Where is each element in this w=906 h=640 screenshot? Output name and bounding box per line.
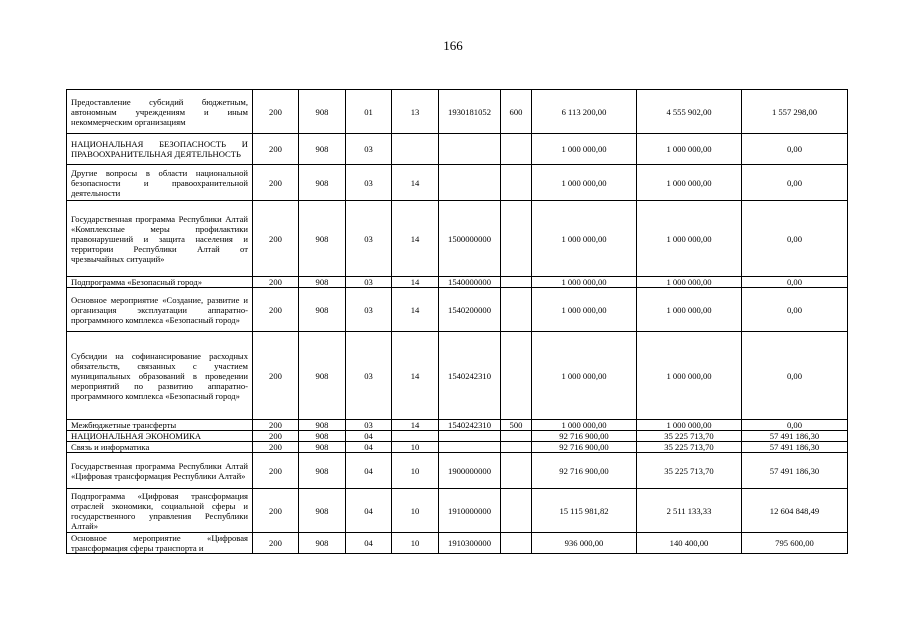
code-dept-cell: 908 xyxy=(299,453,346,489)
code-type-cell xyxy=(501,165,532,201)
code-ministry-cell: 200 xyxy=(253,288,299,332)
code-section-cell: 04 xyxy=(346,533,392,554)
item-name-cell: Подпрограмма «Цифровая трансформация отраслей экономики, социальной сферы и государственного управления Республики Алтай» xyxy=(67,489,253,533)
code-section-cell: 04 xyxy=(346,431,392,442)
amount-federal-cell: 1 000 000,00 xyxy=(637,277,742,288)
code-subsection-cell: 14 xyxy=(392,288,439,332)
code-dept-cell: 908 xyxy=(299,332,346,420)
item-name-cell: НАЦИОНАЛЬНАЯ ЭКОНОМИКА xyxy=(67,431,253,442)
code-type-cell xyxy=(501,442,532,453)
code-section-cell: 03 xyxy=(346,288,392,332)
code-target-cell xyxy=(439,134,501,165)
code-ministry-cell: 200 xyxy=(253,332,299,420)
amount-federal-cell: 1 000 000,00 xyxy=(637,288,742,332)
amount-regional-cell: 0,00 xyxy=(742,134,848,165)
code-section-cell: 01 xyxy=(346,90,392,134)
amount-total-cell: 6 113 200,00 xyxy=(532,90,637,134)
code-dept-cell: 908 xyxy=(299,288,346,332)
code-subsection-cell: 14 xyxy=(392,165,439,201)
code-subsection-cell: 14 xyxy=(392,201,439,277)
code-ministry-cell: 200 xyxy=(253,90,299,134)
code-target-cell: 1540242310 xyxy=(439,420,501,431)
code-dept-cell: 908 xyxy=(299,90,346,134)
item-name-cell: НАЦИОНАЛЬНАЯ БЕЗОПАСНОСТЬ И ПРАВООХРАНИТЕЛЬНАЯ ДЕЯТЕЛЬНОСТЬ xyxy=(67,134,253,165)
code-target-cell xyxy=(439,431,501,442)
code-subsection-cell: 10 xyxy=(392,489,439,533)
amount-regional-cell: 795 600,00 xyxy=(742,533,848,554)
amount-regional-cell: 0,00 xyxy=(742,332,848,420)
code-section-cell: 03 xyxy=(346,332,392,420)
code-type-cell xyxy=(501,201,532,277)
amount-federal-cell: 35 225 713,70 xyxy=(637,431,742,442)
code-type-cell xyxy=(501,533,532,554)
code-ministry-cell: 200 xyxy=(253,201,299,277)
table-row xyxy=(67,165,848,201)
code-dept-cell: 908 xyxy=(299,489,346,533)
table-row xyxy=(67,420,848,431)
amount-regional-cell: 57 491 186,30 xyxy=(742,431,848,442)
code-dept-cell: 908 xyxy=(299,277,346,288)
table-row xyxy=(67,90,848,134)
item-name-cell: Связь и информатика xyxy=(67,442,253,453)
table-row xyxy=(67,288,848,332)
code-dept-cell: 908 xyxy=(299,420,346,431)
amount-total-cell: 1 000 000,00 xyxy=(532,201,637,277)
amount-total-cell: 92 716 900,00 xyxy=(532,431,637,442)
code-type-cell xyxy=(501,332,532,420)
code-subsection-cell: 14 xyxy=(392,420,439,431)
code-subsection-cell: 10 xyxy=(392,442,439,453)
item-name-cell: Подпрограмма «Безопасный город» xyxy=(67,277,253,288)
amount-federal-cell: 35 225 713,70 xyxy=(637,442,742,453)
code-dept-cell: 908 xyxy=(299,165,346,201)
code-type-cell xyxy=(501,277,532,288)
code-ministry-cell: 200 xyxy=(253,165,299,201)
amount-regional-cell: 57 491 186,30 xyxy=(742,442,848,453)
table-row xyxy=(67,533,848,554)
code-dept-cell: 908 xyxy=(299,201,346,277)
code-ministry-cell: 200 xyxy=(253,489,299,533)
code-section-cell: 04 xyxy=(346,442,392,453)
code-target-cell: 1500000000 xyxy=(439,201,501,277)
code-subsection-cell: 13 xyxy=(392,90,439,134)
code-section-cell: 03 xyxy=(346,420,392,431)
code-ministry-cell: 200 xyxy=(253,533,299,554)
code-subsection-cell: 10 xyxy=(392,533,439,554)
amount-regional-cell: 0,00 xyxy=(742,420,848,431)
page-number: 166 xyxy=(443,38,463,53)
code-target-cell: 1540242310 xyxy=(439,332,501,420)
code-ministry-cell: 200 xyxy=(253,442,299,453)
item-name-cell: Государственная программа Республики Алтай «Цифровая трансформация Республики Алтай» xyxy=(67,453,253,489)
code-target-cell xyxy=(439,442,501,453)
table-row xyxy=(67,277,848,288)
code-ministry-cell: 200 xyxy=(253,420,299,431)
table-row xyxy=(67,332,848,420)
amount-federal-cell: 35 225 713,70 xyxy=(637,453,742,489)
amount-total-cell: 1 000 000,00 xyxy=(532,332,637,420)
code-target-cell: 1900000000 xyxy=(439,453,501,489)
amount-total-cell: 936 000,00 xyxy=(532,533,637,554)
code-dept-cell: 908 xyxy=(299,431,346,442)
amount-total-cell: 92 716 900,00 xyxy=(532,442,637,453)
code-type-cell xyxy=(501,489,532,533)
code-type-cell: 500 xyxy=(501,420,532,431)
code-type-cell xyxy=(501,431,532,442)
amount-regional-cell: 0,00 xyxy=(742,288,848,332)
amount-federal-cell: 1 000 000,00 xyxy=(637,201,742,277)
amount-total-cell: 15 115 981,82 xyxy=(532,489,637,533)
amount-federal-cell: 1 000 000,00 xyxy=(637,134,742,165)
code-target-cell: 1910000000 xyxy=(439,489,501,533)
table-row xyxy=(67,201,848,277)
item-name-cell: Межбюджетные трансферты xyxy=(67,420,253,431)
amount-total-cell: 1 000 000,00 xyxy=(532,165,637,201)
amount-total-cell: 1 000 000,00 xyxy=(532,420,637,431)
item-name-cell: Государственная программа Республики Алтай «Комплексные меры профилактики правонарушений и защита населения и территории Республики Алтай от чрезвычайных ситуаций» xyxy=(67,201,253,277)
amount-federal-cell: 140 400,00 xyxy=(637,533,742,554)
amount-regional-cell: 1 557 298,00 xyxy=(742,90,848,134)
code-dept-cell: 908 xyxy=(299,134,346,165)
code-dept-cell: 908 xyxy=(299,533,346,554)
table-row xyxy=(67,453,848,489)
code-subsection-cell xyxy=(392,431,439,442)
code-subsection-cell: 10 xyxy=(392,453,439,489)
budget-table xyxy=(66,89,848,554)
code-ministry-cell: 200 xyxy=(253,453,299,489)
amount-federal-cell: 1 000 000,00 xyxy=(637,420,742,431)
code-target-cell: 1910300000 xyxy=(439,533,501,554)
amount-total-cell: 1 000 000,00 xyxy=(532,288,637,332)
amount-federal-cell: 2 511 133,33 xyxy=(637,489,742,533)
code-target-cell xyxy=(439,165,501,201)
code-type-cell xyxy=(501,134,532,165)
code-section-cell: 03 xyxy=(346,277,392,288)
code-target-cell: 1540200000 xyxy=(439,288,501,332)
amount-regional-cell: 0,00 xyxy=(742,201,848,277)
code-subsection-cell: 14 xyxy=(392,277,439,288)
amount-regional-cell: 0,00 xyxy=(742,277,848,288)
code-subsection-cell xyxy=(392,134,439,165)
table-row xyxy=(67,431,848,442)
table-row xyxy=(67,442,848,453)
item-name-cell: Другие вопросы в области национальной безопасности и правоохранительной деятельности xyxy=(67,165,253,201)
amount-federal-cell: 1 000 000,00 xyxy=(637,165,742,201)
amount-federal-cell: 4 555 902,00 xyxy=(637,90,742,134)
code-section-cell: 04 xyxy=(346,453,392,489)
code-subsection-cell: 14 xyxy=(392,332,439,420)
code-section-cell: 03 xyxy=(346,134,392,165)
amount-regional-cell: 0,00 xyxy=(742,165,848,201)
code-target-cell: 1540000000 xyxy=(439,277,501,288)
amount-total-cell: 1 000 000,00 xyxy=(532,277,637,288)
item-name-cell: Основное мероприятие «Создание, развитие и организация эксплуатации аппаратно-программного комплекса «Безопасный город» xyxy=(67,288,253,332)
code-target-cell: 1930181052 xyxy=(439,90,501,134)
table-row xyxy=(67,134,848,165)
code-ministry-cell: 200 xyxy=(253,134,299,165)
code-section-cell: 04 xyxy=(346,489,392,533)
code-type-cell: 600 xyxy=(501,90,532,134)
amount-regional-cell: 12 604 848,49 xyxy=(742,489,848,533)
amount-total-cell: 92 716 900,00 xyxy=(532,453,637,489)
code-type-cell xyxy=(501,453,532,489)
code-ministry-cell: 200 xyxy=(253,431,299,442)
amount-total-cell: 1 000 000,00 xyxy=(532,134,637,165)
amount-federal-cell: 1 000 000,00 xyxy=(637,332,742,420)
item-name-cell: Основное мероприятие «Цифровая трансформация сферы транспорта и xyxy=(67,533,253,554)
item-name-cell: Субсидии на софинансирование расходных обязательств, связанных с участием муниципальных образований в проведении мероприятий по развитию аппаратно-программного комплекса «Безопасный город» xyxy=(67,332,253,420)
code-section-cell: 03 xyxy=(346,165,392,201)
item-name-cell: Предоставление субсидий бюджетным, автономным учреждениям и иным некоммерческим организациям xyxy=(67,90,253,134)
table-row xyxy=(67,489,848,533)
code-ministry-cell: 200 xyxy=(253,277,299,288)
code-section-cell: 03 xyxy=(346,201,392,277)
amount-regional-cell: 57 491 186,30 xyxy=(742,453,848,489)
code-type-cell xyxy=(501,288,532,332)
code-dept-cell: 908 xyxy=(299,442,346,453)
